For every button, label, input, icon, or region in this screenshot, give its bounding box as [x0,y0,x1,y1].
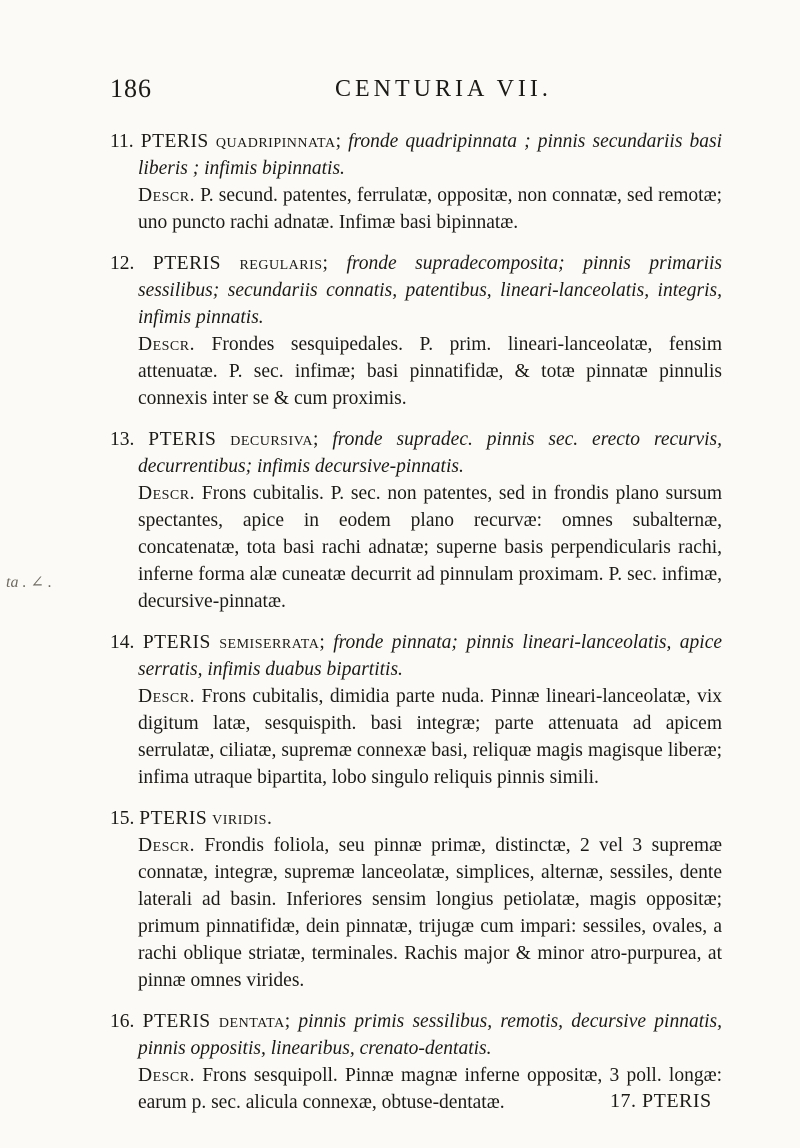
diagnosis-text: fronde supradec. pinnis sec. erecto recurvis, decurrentibus; infimis decursive-pinnatis. [138,429,723,477]
species-entry [110,805,722,994]
descr-label: Descr. [138,483,195,504]
species-description [110,480,722,615]
diagnosis-text: pinnis primis sessilibus, remotis, decursive pinnatis, pinnis oppositis, linearibus, crenato-dentatis. [138,1011,722,1059]
catchword: 17. PTERIS [610,1090,712,1112]
descr-text: Frondes sesquipedales. P. prim. lineari-lanceolatæ, fensim attenuatæ. P. sec. infimæ; basi pinnatifidæ, & totæ pinnatæ pinnulis connexis inter se & cum proximis. [138,334,722,409]
entry-number: 14. [110,632,135,653]
entry-number: 12. [110,253,135,274]
species-epithet: viridis. [212,808,273,829]
margin-annotation [6,572,52,592]
descr-label: Descr. [138,334,195,355]
species-entry [110,629,722,791]
species-epithet: dentata [218,1011,285,1032]
entry-number: 15. [110,808,135,829]
species-description [110,182,722,236]
species-diagnosis [110,805,722,832]
margin-annotation-text: ta . ∠ . [6,574,52,591]
species-diagnosis: 14. PTERIS semiserrata; fronde pinnata; pinnis lineari-lanceolatis, apice serratis, infimis duabus bipartitis. [110,632,723,680]
diagnosis-text: fronde quadripinnata ; pinnis secundariis basi liberis ; infimis bipinnatis. [138,131,723,179]
genus-name: PTERIS [140,131,209,152]
descr-label: Descr. [138,686,195,707]
species-epithet: regularis [239,253,323,274]
descr-text: Frondis foliola, seu pinnæ primæ, distinctæ, 2 vel 3 supremæ connatæ, integræ, supremæ lanceolatæ, simplices, alternæ, sessiles, dente laterali ad basin. Inferiores sensim longius petiolatæ, magis oppositæ; primum pinnatifidæ, dein pinnatæ, trijugæ cum impari: sessiles, ovales, a rachi oblique striatæ, terminales. Rachis major & minor atro-purpurea, at pinnæ omnes virides. [138,835,723,991]
genus-name: PTERIS [142,1011,211,1032]
page-number: 186 [110,74,152,103]
species-diagnosis: 16. PTERIS dentata; pinnis primis sessilibus, remotis, decursive pinnatis, pinnis oppositis, linearibus, crenato-dentatis. [110,1011,722,1059]
species-epithet: decursiva [230,429,314,450]
descr-label: Descr. [138,835,195,856]
species-diagnosis: 11. PTERIS quadripinnata; fronde quadripinnata ; pinnis secundariis basi liberis ; infimis bipinnatis. [110,131,723,179]
species-description [110,832,722,994]
species-entry [110,250,722,412]
running-head: CENTURIA VII. [335,76,552,102]
descr-text: Frons sesquipoll. Pinnæ magnæ inferne oppositæ, 3 poll. longæ: earum p. sec. alicula connexæ, obtuse-dentatæ. [138,1065,722,1113]
species-epithet: quadripinnata [215,131,336,152]
entry-number: 16. [110,1011,135,1032]
page-body [110,128,722,1130]
descr-text: P. secund. patentes, ferrulatæ, oppositæ, non connatæ, sed remotæ; uno puncto rachi adnatæ. Infimæ basi bipinnatæ. [138,185,723,233]
species-description [110,331,722,412]
descr-label: Descr. [138,1065,195,1086]
species-diagnosis: 13. PTERIS decursiva; fronde supradec. pinnis sec. erecto recurvis, decurrentibus; infimis decursive-pinnatis. [110,429,723,477]
entry-number: 13. [110,429,135,450]
species-entry [110,426,722,615]
entry-number: 11. [110,131,134,152]
genus-name: PTERIS [148,429,217,450]
diagnosis-text: fronde supradecomposita; pinnis primariis sessilibus; secundariis connatis, patentibus, lineari-lanceolatis, integris, infimis pinnatis. [138,253,723,328]
genus-name: PTERIS [142,632,211,653]
descr-text: Frons cubitalis. P. sec. non patentes, sed in frondis plano sursum spectantes, apice in eodem plano recurvæ: omnes subalternæ, concatenatæ, tota basi rachi adnatæ; superne basis perpendicularis rachi, inferne forma alæ cuneatæ decurrit ad pinnulam proximam. P. sec. infimæ, decursive-pinnatæ. [138,483,722,612]
species-epithet: semiserrata [219,632,320,653]
species-diagnosis: 12. PTERIS regularis; fronde supradecomposita; pinnis primariis sessilibus; secundariis connatis, patentibus, lineari-lanceolatis, integris, infimis pinnatis. [110,253,723,328]
descr-text: Frons cubitalis, dimidia parte nuda. Pinnæ lineari-lanceolatæ, vix digitum latæ, sesquispith. basi integræ; parte attenuata ad apicem serrulatæ, ciliatæ, supremæ connexæ basi, reliquæ magis magisque liberæ; infima utraque bipartita, lobo singulo reliquis pinnis simili. [138,686,722,788]
page-header [110,68,710,108]
genus-name: PTERIS [139,808,208,829]
species-entry [110,128,722,236]
diagnosis-text: fronde pinnata; pinnis lineari-lanceolatis, apice serratis, infimis duabus bipartitis. [138,632,723,680]
species-description [110,683,722,791]
genus-name: PTERIS [152,253,221,274]
descr-label: Descr. [138,185,195,206]
